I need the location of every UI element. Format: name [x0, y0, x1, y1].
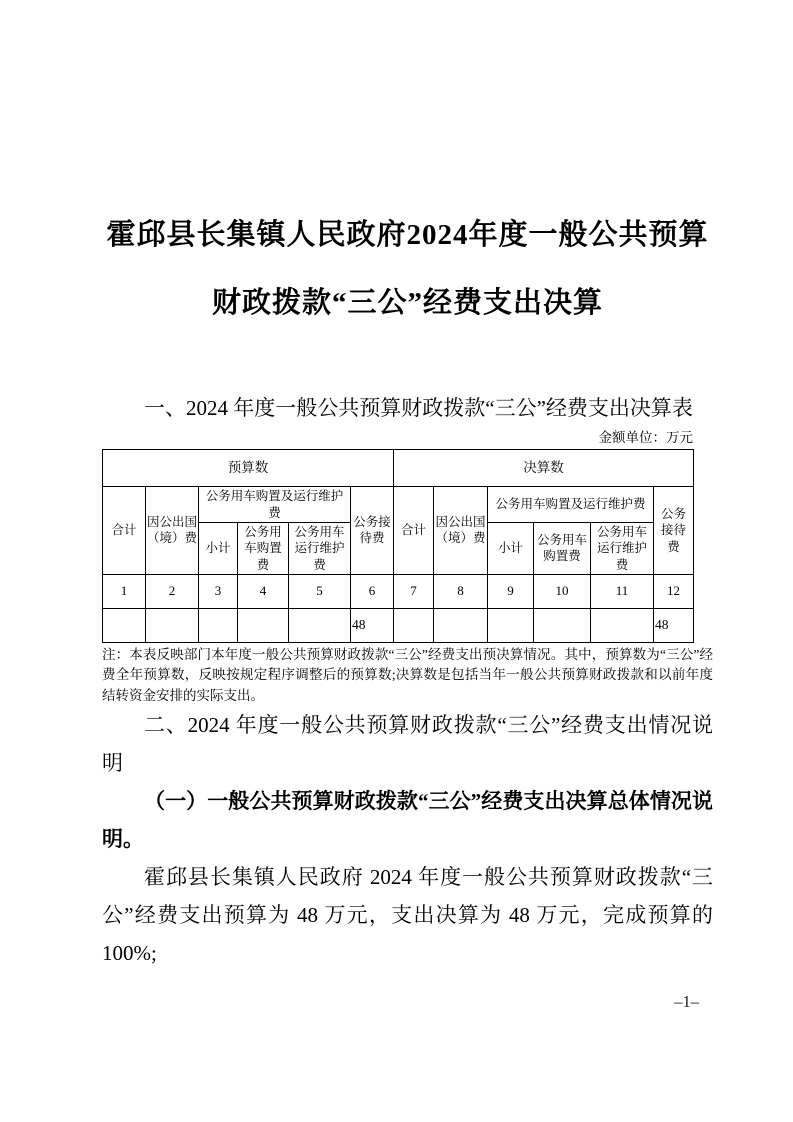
- value-cell: [591, 608, 654, 642]
- table-row-group-headers: [103, 450, 694, 487]
- final-maintenance-header: 公务用车运行维护费: [591, 523, 654, 575]
- value-cell: [289, 608, 351, 642]
- column-number: 11: [591, 574, 654, 608]
- final-reception-header: 公务接待费: [654, 487, 694, 575]
- column-number: 10: [534, 574, 591, 608]
- value-cell: [434, 608, 488, 642]
- document-title-line2: 财政拨款“三公”经费支出决算: [211, 287, 603, 319]
- column-number: 1: [103, 574, 146, 608]
- column-number: 2: [146, 574, 199, 608]
- budget-maintenance-header: 公务用车运行维护费: [289, 523, 351, 575]
- final-abroad-header: 因公出国（境）费: [434, 487, 488, 575]
- document-title: [102, 201, 713, 337]
- column-number: 6: [351, 574, 394, 608]
- column-number: 12: [654, 574, 694, 608]
- value-cell: [238, 608, 289, 642]
- value-cell: [146, 608, 199, 642]
- amount-unit-note: 金额单位：万元: [598, 430, 693, 445]
- budget-subtotal-header: 小计: [199, 523, 238, 575]
- sangong-expenditure-table: [102, 449, 694, 643]
- column-number: 3: [199, 574, 238, 608]
- table-row-column-numbers: [103, 574, 694, 608]
- section-2-sub-heading: （一）一般公共预算财政拨款“三公”经费支出决算总体情况说明。: [102, 789, 713, 852]
- table-note: 注：本表反映部门本年度一般公共预算财政拨款“三公”经费支出预决算情况。其中，预算数为“三公”经费全年预算数，反映按规定程序调整后的预算数;决算数是包括当年一般公共预算财政拨款和以前年度结转资金安排的实际支出。: [102, 646, 713, 703]
- document-title-line1: 霍邱县长集镇人民政府2024年度一般公共预算: [106, 219, 709, 251]
- budget-group-header: 预算数: [103, 450, 394, 487]
- final-total-header: 合计: [394, 487, 434, 575]
- budget-total-header: 合计: [103, 487, 146, 575]
- column-number: 4: [238, 574, 289, 608]
- value-cell: [103, 608, 146, 642]
- budget-purchase-header: 公务用车购置费: [238, 523, 289, 575]
- page-number: –1–: [674, 992, 699, 1011]
- budget-vehicle-group-header: 公务用车购置及运行维护费: [199, 487, 351, 523]
- value-cell: [534, 608, 591, 642]
- column-number: 9: [488, 574, 534, 608]
- value-cell: [488, 608, 534, 642]
- page-content: [102, 0, 713, 972]
- column-number: 8: [434, 574, 488, 608]
- budget-abroad-header: 因公出国（境）费: [146, 487, 199, 575]
- budget-reception-value: 48: [351, 608, 394, 642]
- final-group-header: 决算数: [394, 450, 694, 487]
- final-subtotal-header: 小计: [488, 523, 534, 575]
- section-1-heading: 一、2024 年度一般公共预算财政拨款“三公”经费支出决算表: [144, 396, 693, 420]
- final-reception-value: 48: [654, 608, 694, 642]
- column-number: 7: [394, 574, 434, 608]
- value-cell: [394, 608, 434, 642]
- section-2-heading: 二、2024 年度一般公共预算财政拨款“三公”经费支出情况说明: [102, 713, 713, 776]
- value-cell: [199, 608, 238, 642]
- final-purchase-header: 公务用车购置费: [534, 523, 591, 575]
- section-2-paragraph: 霍邱县长集镇人民政府 2024 年度一般公共预算财政拨款“三公”经费支出预算为 48 万元，支出决算为 48 万元，完成预算的 100%;: [102, 865, 713, 966]
- final-vehicle-group-header: 公务用车购置及运行维护费: [488, 487, 654, 523]
- table-row-headers-upper: [103, 487, 694, 523]
- column-number: 5: [289, 574, 351, 608]
- budget-reception-header: 公务接待费: [351, 487, 394, 575]
- table-row-values: [103, 608, 694, 642]
